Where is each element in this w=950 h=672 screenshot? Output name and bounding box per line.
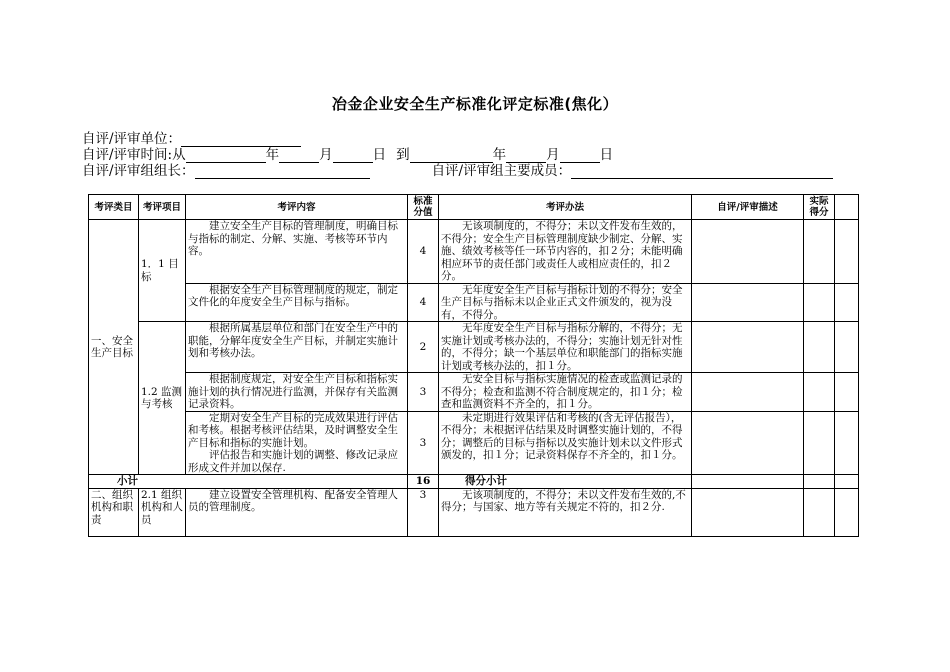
- actual-score-cell[interactable]: [804, 220, 835, 284]
- month-label: 月: [319, 147, 333, 163]
- header-description: 自评/评审描述: [692, 195, 804, 220]
- actual-score-cell[interactable]: [804, 411, 835, 475]
- subtotal-score: 16: [408, 475, 439, 489]
- table-row: [89, 373, 859, 412]
- subtotal-description-cell[interactable]: [692, 475, 804, 489]
- header-category: 考评类目: [89, 195, 139, 220]
- start-month-field[interactable]: [279, 148, 319, 163]
- evaluation-table: [88, 194, 859, 537]
- table-row: [89, 322, 859, 373]
- description-cell[interactable]: [692, 488, 804, 536]
- actual-score-cell[interactable]: [804, 373, 835, 412]
- start-year-field[interactable]: [186, 148, 266, 163]
- year-label: 年: [492, 147, 507, 163]
- method-cell: 无安全目标与指标实施情况的检查或监测记录的不得分；检查和监测不符合制度规定的，扣１分；检查和监测资料不齐全的，扣１分。: [439, 373, 692, 412]
- subtotal-method: 得分小计: [439, 475, 692, 489]
- start-day-field[interactable]: [333, 148, 373, 163]
- method-cell: 无年度安全生产目标与指标分解的，不得分；无实施计划或考核办法的，不得分；实施计划无针对性的，不得分；缺一个基层单位和职能部门的指标实施计划或考核办法的，扣１分。: [439, 322, 692, 373]
- content-cell: [186, 411, 408, 475]
- score-cell: 4: [408, 220, 439, 284]
- table-row: [89, 488, 859, 536]
- month-label: 月: [546, 147, 560, 163]
- content-cell: 建立设置安全管理机构、配备安全管理人员的管理制度。: [186, 488, 408, 536]
- subtotal-row: [89, 475, 859, 489]
- blank-cell: [835, 475, 859, 489]
- unit-field[interactable]: [181, 132, 301, 147]
- item-cell: 1.2 监测与考核: [139, 322, 186, 475]
- blank-cell: [835, 373, 859, 412]
- method-cell: 无该项制度的，不得分；未以文件发布生效的，不得分；安全生产目标管理制度缺少制定、分解、实施、绩效考核等任一环节内容的，扣２分；未能明确相应环节的责任部门或责任人或相应责任的，扣２分。: [439, 220, 692, 284]
- end-day-field[interactable]: [560, 148, 600, 163]
- blank-cell: [835, 220, 859, 284]
- to-label: 到: [396, 147, 410, 163]
- header-method: 考评办法: [439, 195, 692, 220]
- header-actual: 实际得分: [804, 195, 835, 220]
- header-content: 考评内容: [186, 195, 408, 220]
- method-cell: 无该项制度的，不得分；未以文件发布生效的,不得分；与国家、地方等有关规定不符的，扣２分.: [439, 488, 692, 536]
- table-row: [89, 220, 859, 284]
- category-cell: 二、组织机构和职责: [89, 488, 139, 536]
- header-blank: [835, 195, 859, 220]
- members-field[interactable]: [571, 164, 833, 179]
- actual-score-cell[interactable]: [804, 488, 835, 536]
- description-cell[interactable]: [692, 283, 804, 322]
- score-cell: 3: [408, 411, 439, 475]
- end-year-field[interactable]: [410, 148, 493, 163]
- method-cell: 无年度安全生产目标与指标计划的不得分；安全生产目标与指标未以企业正式文件颁发的，视为没有，不得分。: [439, 283, 692, 322]
- unit-label: 自评/评审单位：: [82, 131, 182, 147]
- description-cell[interactable]: [692, 322, 804, 373]
- category-cell: 一、安全生产目标: [89, 220, 139, 475]
- score-cell: 4: [408, 283, 439, 322]
- end-month-field[interactable]: [506, 148, 546, 163]
- meta-unit-row: [82, 131, 301, 147]
- subtotal-label: 小计: [89, 475, 408, 489]
- description-cell[interactable]: [692, 373, 804, 412]
- method-cell: 未定期进行效果评估和考核的(含无评估报告），不得分；未根据评估结果及时调整实施计划的，不得分；调整后的目标与指标以及实施计划未以文件形式颁发的，扣１分；记录资料保存不齐全的，扣１分。: [439, 411, 692, 475]
- content-cell: 建立安全生产目标的管理制度，明确目标与指标的制定、分解、实施、考核等环节内容。: [186, 220, 408, 284]
- blank-cell: [835, 411, 859, 475]
- item-cell: 2.1 组织机构和人员: [139, 488, 186, 536]
- score-cell: 3: [408, 488, 439, 536]
- content-paragraph: 定期对安全生产目标的完成效果进行评估和考核。根据考核评估结果，及时调整安全生产目标和指标的实施计划。: [188, 411, 398, 449]
- table-row: [89, 283, 859, 322]
- leader-field[interactable]: [195, 164, 370, 179]
- content-cell: 根据安全生产目标管理制度的规定，制定文件化的年度安全生产目标与指标。: [186, 283, 408, 322]
- description-cell[interactable]: [692, 220, 804, 284]
- meta-time-row: [82, 147, 613, 163]
- blank-cell: [835, 283, 859, 322]
- meta-leader-row: [82, 163, 833, 179]
- blank-cell: [835, 488, 859, 536]
- header-item: 考评项目: [139, 195, 186, 220]
- table-row: [89, 411, 859, 475]
- content-paragraph: 评估报告和实施计划的调整、修改记录应形成文件并加以保存.: [188, 449, 398, 474]
- table-header-row: [89, 195, 859, 220]
- actual-score-cell[interactable]: [804, 283, 835, 322]
- time-label: 自评/评审时间:从: [82, 147, 186, 163]
- leader-label: 自评/评审组组长：: [82, 163, 195, 179]
- day-label: 日: [372, 147, 387, 163]
- header-score: 标准分值: [408, 195, 439, 220]
- blank-cell: [835, 322, 859, 373]
- actual-score-cell[interactable]: [804, 322, 835, 373]
- content-cell: 根据制度规定，对安全生产目标和指标实施计划的执行情况进行监测，并保存有关监测记录资料。: [186, 373, 408, 412]
- day-label: 日: [599, 147, 614, 163]
- item-cell: 1．1 目标: [139, 220, 186, 322]
- members-label: 自评/评审组主要成员：: [431, 163, 572, 179]
- subtotal-actual-cell[interactable]: [804, 475, 835, 489]
- year-label: 年: [265, 147, 280, 163]
- content-cell: 根据所属基层单位和部门在安全生产中的职能，分解年度安全生产目标，并制定实施计划和考核办法。: [186, 322, 408, 373]
- document-title: 冶金企业安全生产标准化评定标准(焦化）: [331, 95, 619, 113]
- score-cell: 3: [408, 373, 439, 412]
- description-cell[interactable]: [692, 411, 804, 475]
- score-cell: 2: [408, 322, 439, 373]
